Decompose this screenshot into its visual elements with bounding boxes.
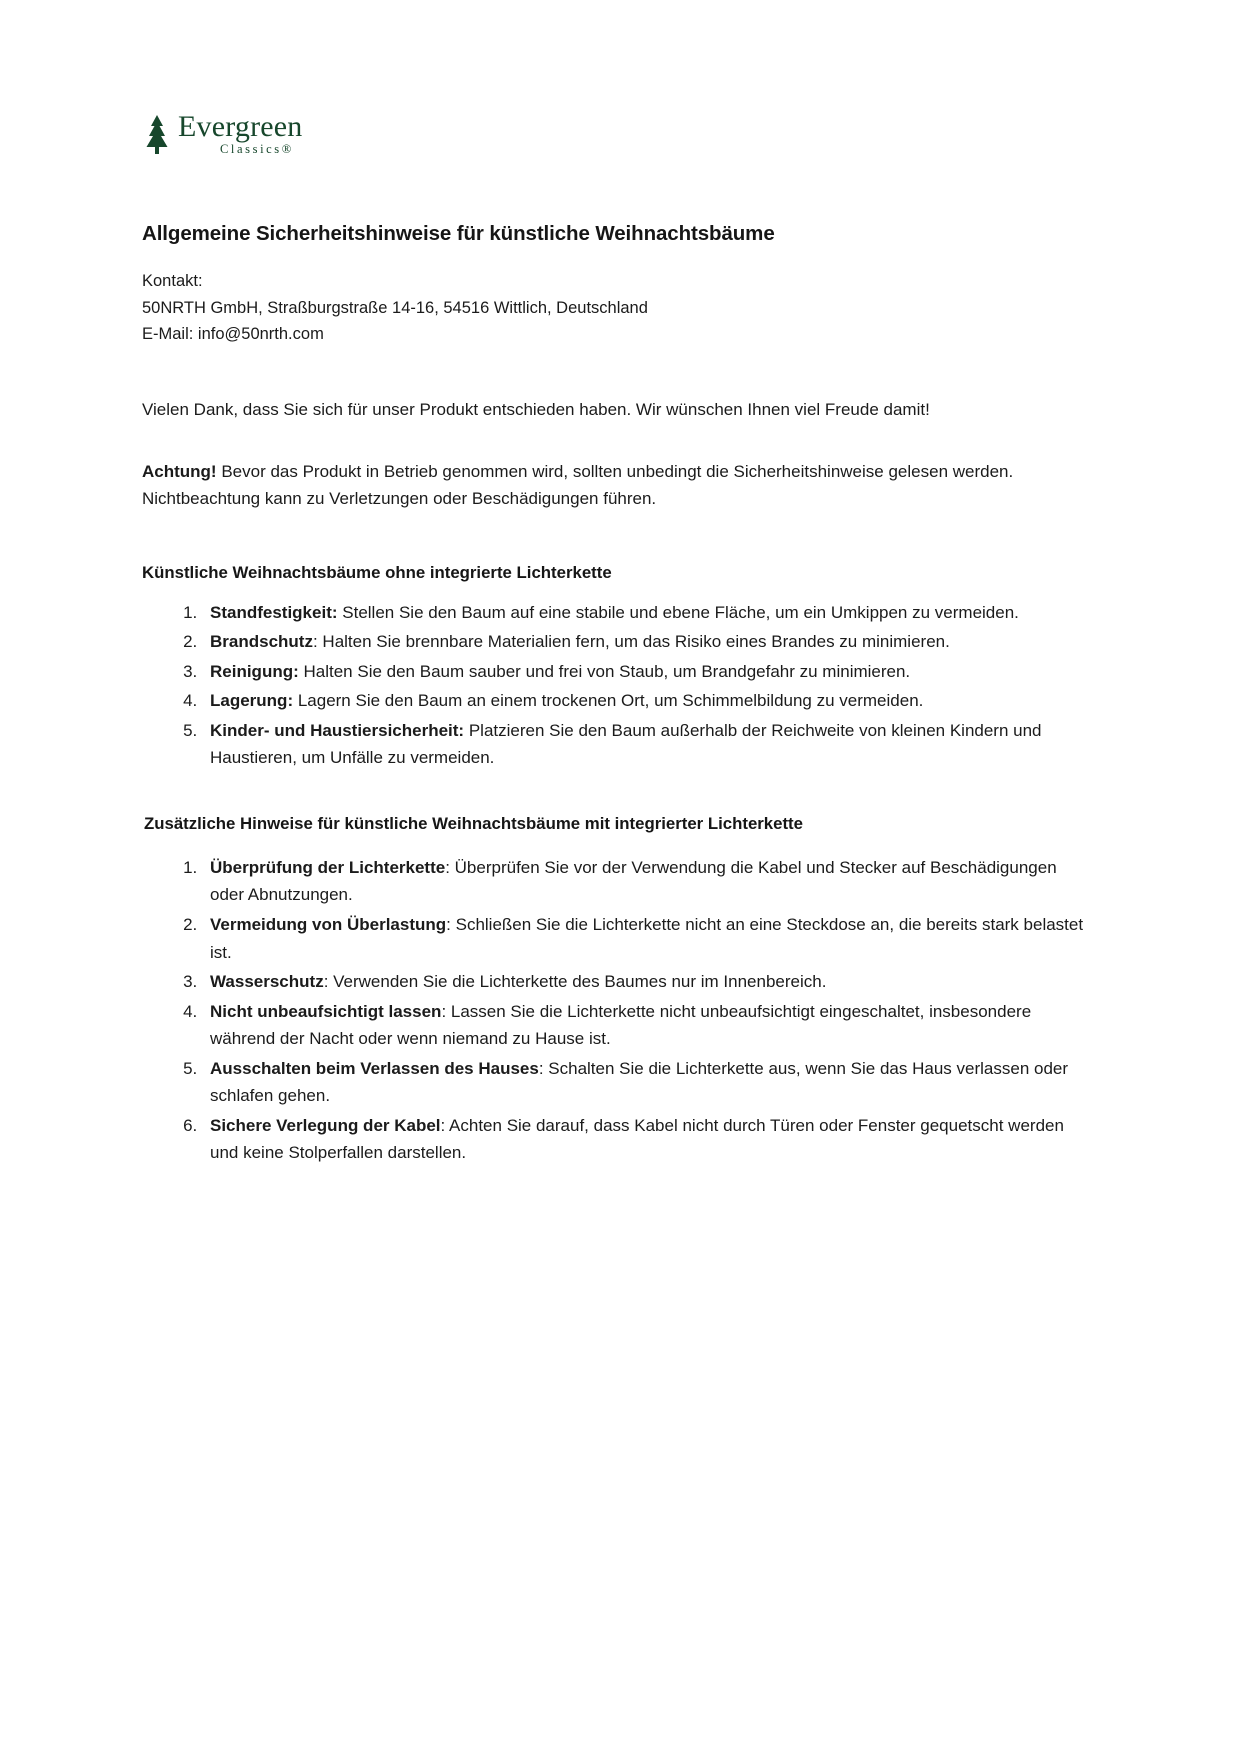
list-item-text: Halten Sie den Baum sauber und frei von Staub, um Brandgefahr zu minimieren. <box>298 661 911 681</box>
list-item-lead: Nicht unbeaufsichtigt lassen <box>210 1001 442 1021</box>
section-heading-without-lights: Künstliche Weihnachtsbäume ohne integrierte Lichterkette <box>142 562 612 582</box>
list-item <box>202 968 1090 996</box>
list-item-text: : Achten Sie darauf, dass Kabel nicht durch Türen oder Fenster gequetscht werden und keine Stolperfallen darstellen. <box>210 1115 1064 1163</box>
rules-list-without-lights <box>142 599 1102 772</box>
list-item-lead: Vermeidung von Überlastung <box>210 915 447 934</box>
list-item-text: : Verwenden Sie die Lichterkette des Baumes nur im Innenbereich. <box>323 972 827 992</box>
list-item-text: : Lassen Sie die Lichterkette nicht unbeaufsichtigt eingeschaltet, insbesondere während der Nacht oder wenn niemand zu Hause ist. <box>210 1001 1032 1049</box>
brand-wordmark <box>178 112 303 156</box>
warning-lead: Achtung! <box>142 461 217 481</box>
brand-name: Evergreen <box>178 110 303 143</box>
brand-logo <box>142 112 303 156</box>
list-item <box>202 1055 1090 1110</box>
evergreen-tree-icon <box>142 114 172 156</box>
page-title: Allgemeine Sicherheitshinweise für künstliche Weihnachtsbäume <box>142 222 775 245</box>
thanks-paragraph: Vielen Dank, dass Sie sich für unser Produkt entschieden haben. Wir wünschen Ihnen viel Freude damit! <box>142 400 930 420</box>
list-item-text: : Schließen Sie die Lichterkette nicht an eine Steckdose an, die bereits stark belastet ist. <box>210 915 1084 962</box>
list-item-lead: Wasserschutz <box>210 972 324 992</box>
list-item-lead: Kinder- und Haustiersicherheit: <box>210 720 465 740</box>
list-item-lead: Reinigung: <box>210 661 299 681</box>
list-item <box>202 599 1090 627</box>
list-item <box>202 911 1090 966</box>
contact-label: Kontakt: <box>142 272 203 290</box>
list-item-text: : Schalten Sie die Lichterkette aus, wenn Sie das Haus verlassen oder schlafen gehen. <box>210 1058 1069 1106</box>
list-item-lead: Brandschutz <box>210 632 313 652</box>
list-item-text: : Halten Sie brennbare Materialien fern, um das Risiko eines Brandes zu minimieren. <box>312 632 950 652</box>
list-item <box>202 658 1090 686</box>
list-item-lead: Lagerung: <box>210 691 294 711</box>
document-content <box>142 222 1102 1169</box>
list-item-lead: Sichere Verlegung der Kabel <box>210 1115 441 1135</box>
list-item <box>202 998 1090 1053</box>
list-item-text: Stellen Sie den Baum auf eine stabile und ebene Fläche, um ein Umkippen zu vermeiden. <box>337 602 1019 622</box>
contact-address: 50NRTH GmbH, Straßburgstraße 14-16, 54516 Wittlich, Deutschland <box>142 298 648 317</box>
list-item <box>202 628 1090 656</box>
list-item-lead: Standfestigkeit: <box>210 602 338 622</box>
section-heading-with-lights: Zusätzliche Hinweise für künstliche Weihnachtsbäume mit integrierter Lichterkette <box>144 813 803 833</box>
list-item <box>202 717 1090 772</box>
list-item <box>202 1112 1090 1167</box>
contact-email: E-Mail: info@50nrth.com <box>142 325 324 344</box>
rules-list-with-lights <box>142 854 1102 1167</box>
list-item <box>202 687 1090 715</box>
warning-paragraph <box>142 458 1057 513</box>
list-item-text: Platzieren Sie den Baum außerhalb der Reichweite von kleinen Kindern und Haustieren, um Unfälle zu vermeiden. <box>210 720 1042 768</box>
list-item-text: Lagern Sie den Baum an einem trockenen Ort, um Schimmelbildung zu vermeiden. <box>293 691 924 711</box>
list-item-lead: Überprüfung der Lichterkette <box>210 857 446 877</box>
list-item-lead: Ausschalten beim Verlassen des Hauses <box>210 1058 539 1078</box>
list-item-text: : Überprüfen Sie vor der Verwendung die Kabel und Stecker auf Beschädigungen oder Abnutzungen. <box>210 857 1057 905</box>
brand-sub: Classics® <box>220 142 294 156</box>
contact-block <box>142 268 1102 348</box>
list-item <box>202 854 1090 909</box>
warning-text: Bevor das Produkt in Betrieb genommen wird, sollten unbedingt die Sicherheitshinweise gelesen werden. Nichtbeachtung kann zu Verletzungen oder Beschädigungen führen. <box>142 461 1014 509</box>
